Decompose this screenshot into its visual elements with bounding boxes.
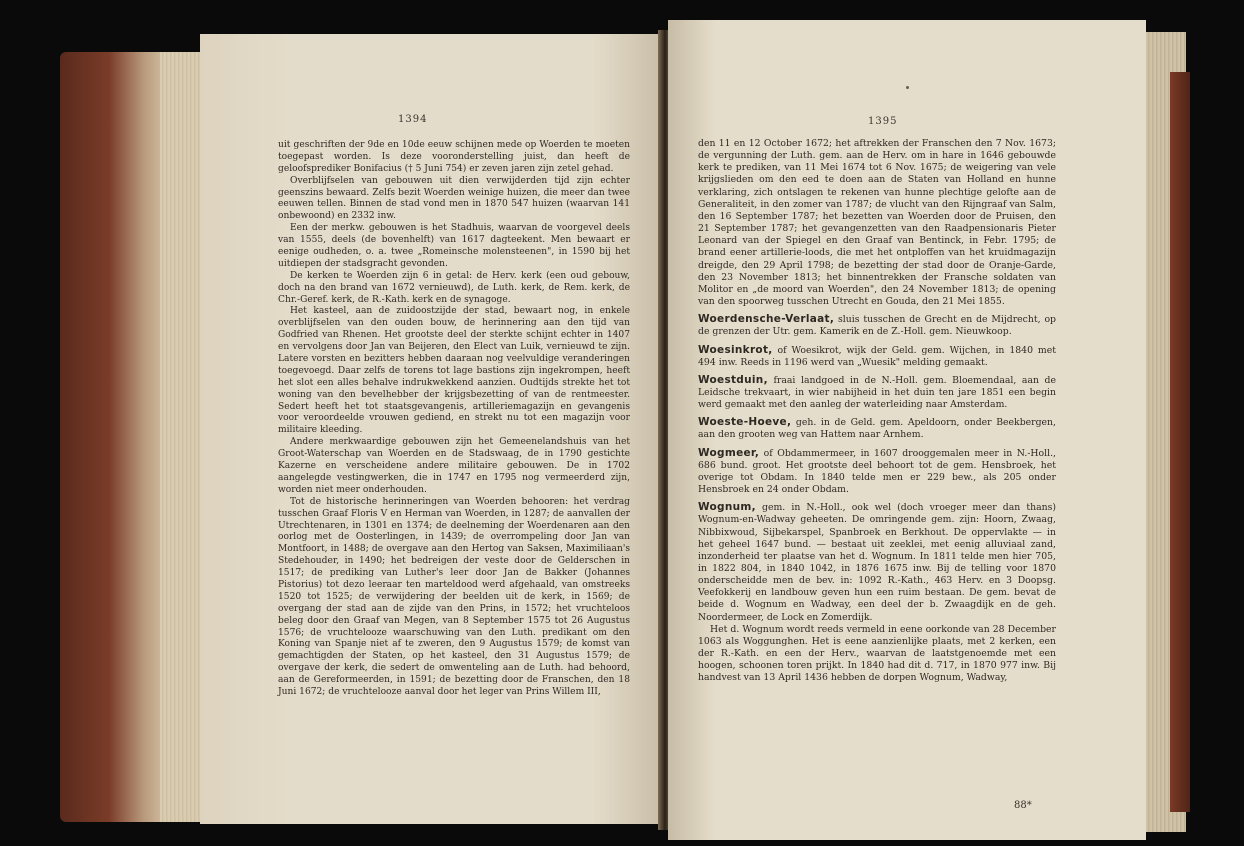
paragraph: Een der merkw. gebouwen is het Stadhuis, waarvan de voorgevel deels van 1555, deels (de bovenhelft) van 1617 dagteekent. Men bewaart er eenige oudheden, o. a. twee „Romeinsche molensteenen", in 1590 bij het uitdiepen der stadsgracht gevonden. [278, 223, 630, 269]
right-text-column [698, 138, 1056, 685]
paragraph: Andere merkwaardige gebouwen zijn het Gemeenelandshuis van het Groot-Waterschap van Woerden en de Stadswaag, de in 1790 gestichte Kazerne en verscheidene andere militaire gebouwen. De in 1702 aangelegde vestingwerken, die in 1747 en 1795 nog vermeerderd zijn, worden niet meer onderhouden. [278, 437, 630, 495]
headword: Woerdensche-Verlaat, [698, 313, 835, 326]
entry-text: geh. in de Geld. gem. Apeldoorn, onder Beekbergen, aan den grooten weg van Hattem naar Arnhem. [698, 417, 1056, 441]
paragraph: Tot de historische herinneringen van Woerden behooren: het verdrag tusschen Graaf Floris V en Herman van Woerden, in 1287; de aanvallen der Utrechtenaren, in 1301 en 1374; de deelneming der Woerdenaren aan den oorlog met de Oosterlingen, in 1439; de overrompeling door Jan van Montfoort, in 1488; de overgave aan den Hertog van Saksen, Maximiliaan's Stedehouder, in 1490; het bedreigen der veste door de Gelderschen in 1517; de prediking van Luther's leer door Jan de Bakker (Johannes Pistorius) tot dezo leeraar ten marteldood werd afgehaald, van omstreeks 1520 tot 1525; de verwijdering der beelden uit de kerk, in 1569; de overgang der stad aan de zijde van den Prins, in 1572; het vruchteloos beleg door den Graaf van Megen, van 8 September 1575 tot 26 Augustus 1576; de vruchtelooze waarschuwing van den Luth. predikant om den Koning van Spanje niet af te zweren, den 9 Augustus 1579; de komst van gemachtigden der Staten, op het kasteel, den 31 Augustus 1579; de overgave der kerk, die sedert de omwenteling aan de Luth. had behoord, aan de Gereformeerden, in 1591; de bezetting door de Franschen, den 18 Juni 1672; de vruchtelooze aanval door het leger van Prins Willem III, [278, 496, 630, 697]
headword: Wognum, [698, 501, 756, 514]
right-page [668, 20, 1146, 840]
paragraph: den 11 en 12 October 1672; het aftrekken der Franschen den 7 Nov. 1673; de vergunning der Luth. gem. aan de Herv. om in hare in 1646 gebouwde kerk te prediken, van 11 Mei 1674 tot 6 Nov. 1675; de weigering van vele krijgslieden om den eed te doen aan de Staten van Holland en hunne verklaring, zich ontslagen te rekenen van hunne plechtige gelofte aan de Generaliteit, in den zomer van 1787; de vlucht van den Rijngraaf van Salm, den 16 September 1787; het bezetten van Woerden door de Pruisen, den 21 September 1787; het gevangenzetten van den Raadpensionaris Pieter Leonard van der Spiegel en den Graaf van Bentinck, in Febr. 1795; de brand eener artillerie-loods, die met het ontploffen van het kruidmagazijn dreigde, den 29 April 1798; de bezetting der stad door de Oranje-Garde, den 23 November 1813; het binnentrekken der Fransche soldaten van Molitor en „de moord van Woerden", den 24 November 1813; de opening van den spoorweg tusschen Utrecht en Gouda, den 21 Mei 1855. [698, 138, 1056, 308]
headword: Woesinkrot, [698, 343, 773, 356]
paragraph: uit geschriften der 9de en 10de eeuw schijnen mede op Woerden te moeten toegepast worden. Is deze vooronderstelling juist, dan heeft de geloofsprediker Bonifacius († 5 Juni 754) er zeven jaren zijn zetel gehad. [278, 140, 630, 174]
entry-text: fraai landgoed in de N.-Holl. gem. Bloemendaal, aan de Leidsche trekvaart, in wier nabijheid in het duin ten jare 1851 een begin werd gemaakt met den aanleg der waterleiding naar Amsterdam. [698, 374, 1056, 411]
paragraph: Het kasteel, aan de zuidoostzijde der stad, bewaart nog, in enkele overblijfselen van den ouden bouw, de herinnering aan den tijd van Godfried van Rhenen. Het grootste deel der sterkte schijnt echter in 1407 en vervolgens door Jan van Beijeren, den Elect van Luik, vernieuwd te zijn. Latere vorsten en bezitters hebben daaraan nog veelvuldige veranderingen toegevoegd. Daar zelfs de torens tot lage bastions zijn ingekrompen, heeft het slot een alles behalve indrukwekkend aanzien. Oudtijds strekte het tot woning van den bevelhebber der krijgsbezetting of van de rentmeester. Sedert heeft het tot staatsgevangenis, artilleriemagazijn en gevangenis voor veroordeelde vrouwen gediend, en strekt nu tot een magazijn voor militaire kleeding. [278, 306, 630, 436]
headword: Woeste-Hoeve, [698, 416, 792, 429]
paragraph: Overblijfselen van gebouwen uit dien verwijderden tijd zijn echter geenszins bewaard. Zelfs bezit Woerden weinige huizen, die meer dan twee eeuwen tellen. Binnen de stad vond men in 1870 547 huizen (waarvan 141 onbewoond) en 2332 inw. [278, 175, 630, 222]
paragraph: De kerken te Woerden zijn 6 in getal: de Herv. kerk (een oud gebouw, doch na den brand van 1672 vernieuwd), de Luth. kerk, de Rem. kerk, de Chr.-Geref. kerk, de R.-Kath. kerk en de synagoge. [278, 270, 630, 305]
entry-text: of Obdammermeer, in 1607 drooggemalen meer in N.-Holl., 686 bund. groot. Het grootste deel behoort tot de gem. Hensbroek, het overige tot Obdam. In 1840 telde men er 229 bew., als 205 onder Hensbroek en 24 onder Obdam. [698, 447, 1056, 496]
page-number-left: 1394 [398, 114, 428, 125]
left-page [200, 34, 662, 824]
entry [698, 344, 1056, 369]
left-text-column [278, 140, 630, 699]
book-edge-left [60, 52, 200, 822]
entry [698, 416, 1056, 441]
headword: Woestduin, [698, 373, 768, 386]
entry-text: sluis tusschen de Grecht en de Mijdrecht, op de grenzen der Utr. gem. Kamerik en de Z.-Holl. gem. Nieuwkoop. [698, 314, 1056, 338]
headword: Wogmeer, [698, 446, 760, 459]
book-cover-right [1170, 72, 1190, 812]
entry [698, 447, 1056, 497]
entry-text: gem. in N.-Holl., ook wel (doch vroeger meer dan thans) Wognum-en-Wadway geheeten. De omringende gem. zijn: Hoorn, Zwaag, Nibbixwoud, Sijbekarspel, Spanbroek en Berkhout. De oppervlakte — in het geheel 1647 bund. — bestaat uit zeeklei, met eenig alluviaal zand, inzonderheid ter plaatse van het d. Wognum. In 1811 telde men hier 705, in 1822 804, in 1840 1042, in 1876 1675 inw. Bij de telling voor 1870 onderscheidde men de bev. in: 1092 R.-Kath., 463 Herv. en 3 Doopsg. Veefokkerij en landbouw geven hun een ruim bestaan. De gem. bevat de beide d. Wognum en Wadway, een deel der b. Zwaagdijk en de geh. Noordermeer, de Lock en Zomerdijk. [698, 502, 1056, 623]
entry-text: of Woesikrot, wijk der Geld. gem. Wijchen, in 1840 met 494 inw. Reeds in 1196 werd van „Wuesik" melding gemaakt. [698, 344, 1056, 368]
ink-dot [906, 86, 909, 89]
paragraph [698, 624, 1056, 685]
page-number-right: 1395 [868, 116, 898, 127]
entry [698, 501, 1056, 624]
signature-mark: 88* [1014, 800, 1032, 811]
entry [698, 374, 1056, 411]
entry-text: Het d. Wognum wordt reeds vermeld in eene oorkonde van 28 December 1063 als Woggunghen. Het is eene aanzienlijke plaats, met 2 kerken, een der R.-Kath. en een der Herv., waarvan de laatstgenoemde met een hoogen, schoonen toren prijkt. In 1840 had dit d. 717, in 1870 977 inw. Bij handvest van 13 April 1436 hebben de dorpen Wognum, Wadway, [698, 623, 1056, 684]
entry [698, 313, 1056, 338]
open-book [52, 12, 1192, 834]
